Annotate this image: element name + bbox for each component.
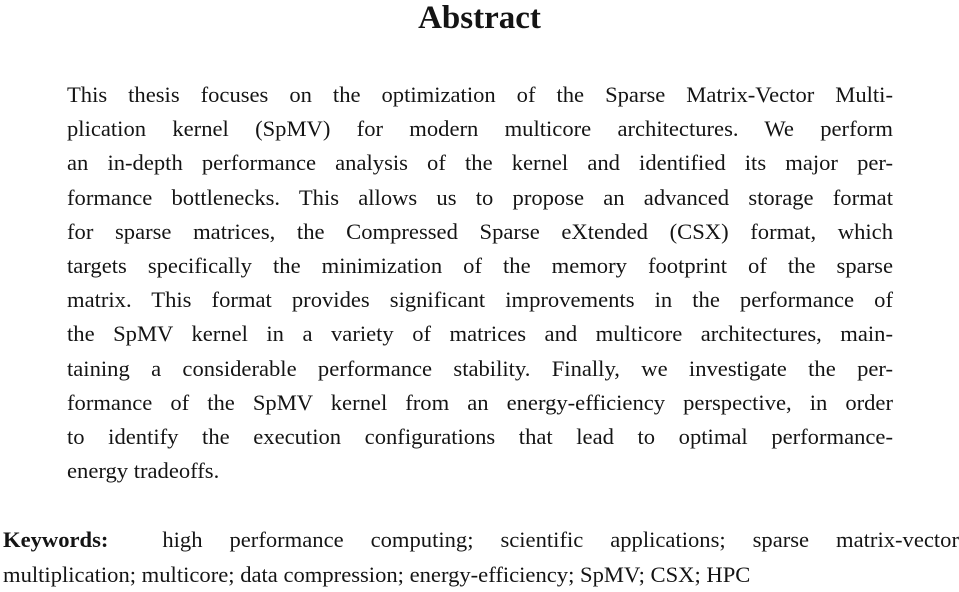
abstract-line: for sparse matrices, the Compressed Sparse eXtended (CSX) format, which xyxy=(67,218,893,244)
keywords-block xyxy=(3,522,959,592)
keywords-label: Keywords: xyxy=(3,527,109,552)
abstract-line: formance bottlenecks. This allows us to propose an advanced storage format xyxy=(67,184,893,210)
abstract-paragraph xyxy=(67,78,893,488)
abstract-line: formance of the SpMV kernel from an energy-efficiency perspective, in order xyxy=(67,389,893,415)
abstract-line: plication kernel (SpMV) for modern multicore architectures. We perform xyxy=(67,116,893,142)
abstract-line: This thesis focuses on the optimization of the Sparse Matrix-Vector Multi- xyxy=(67,82,893,107)
abstract-line: targets specifically the minimization of the memory footprint of the sparse xyxy=(67,252,893,278)
keywords-text: high performance computing; scientific applications; sparse matrix-vector xyxy=(162,527,959,552)
keywords-line: multiplication; multicore; data compression; energy-efficiency; SpMV; CSX; HPC xyxy=(3,562,751,587)
abstract-line: the SpMV kernel in a variety of matrices and multicore architectures, main- xyxy=(67,321,893,347)
abstract-line: an in-depth performance analysis of the kernel and identified its major per- xyxy=(67,150,893,176)
page-title: Abstract xyxy=(418,0,541,36)
keywords-line xyxy=(3,522,959,557)
abstract-line: energy tradeoffs. xyxy=(67,458,220,484)
abstract-line: matrix. This format provides significant improvements in the performance of xyxy=(67,287,893,313)
abstract-line: to identify the execution configurations that lead to optimal performance- xyxy=(67,423,893,449)
abstract-line: taining a considerable performance stability. Finally, we investigate the per- xyxy=(67,355,893,381)
